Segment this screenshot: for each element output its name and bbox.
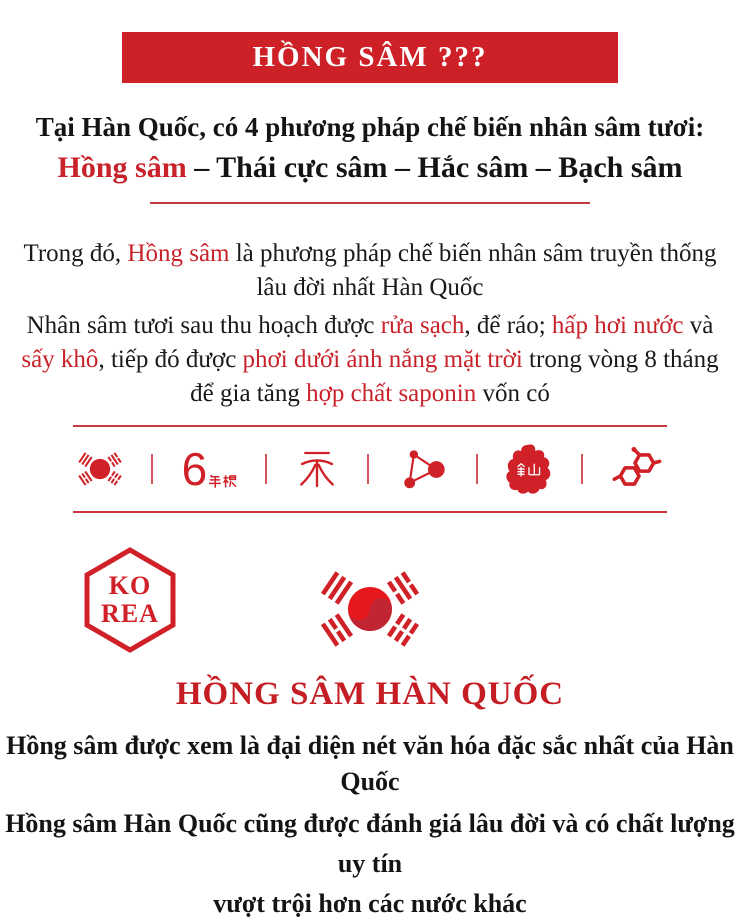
method-hong-sam: Hồng sâm: [57, 151, 187, 184]
band-separator: [476, 454, 478, 484]
year-root-cjk-icon: [209, 474, 236, 488]
red-divider: [150, 202, 590, 204]
footer-paragraph-2: [0, 804, 740, 924]
geumsan-map-icon: [506, 444, 552, 495]
saponin-molecule-icon: [611, 446, 663, 493]
six-year-number: 6: [181, 443, 208, 495]
korea-flag-icon: [77, 450, 123, 488]
paragraph-process-line1: Nhân sâm tươi sau thu hoạch được rửa sạch, để ráo; hấp hơi nước và: [26, 312, 714, 339]
paragraph-tradition-line2: lâu đời nhất Hàn Quốc: [256, 274, 484, 301]
paragraph-process-line3: để gia tăng hợp chất saponin vốn có: [190, 380, 550, 407]
method-others: – Thái cực sâm – Hắc sâm – Bạch sâm: [186, 151, 683, 184]
korea-hexagon-badge: [84, 547, 176, 653]
band-separator: [265, 454, 267, 484]
band-separator: [151, 454, 153, 484]
taegukgi-flag-icon: [318, 567, 422, 656]
korea-section: [0, 547, 740, 655]
title-banner: [122, 32, 618, 83]
paragraph-process-line2: sấy khô, tiếp đó được phơi dưới ánh nắng mặt trời trong vòng 8 tháng: [21, 346, 719, 373]
paragraph-tradition-line1: Trong đó, Hồng sâm là phương pháp chế biến nhân sâm truyền thống: [23, 240, 717, 267]
heaven-character-icon: [295, 449, 339, 490]
ginseng-network-icon: [398, 446, 448, 493]
intro-line-2: [0, 147, 740, 189]
section-heading: HỒNG SÂM HÀN QUỐC: [175, 676, 565, 712]
six-year-root-icon: [181, 443, 237, 495]
korea-badge-text: KO REA: [101, 571, 159, 628]
band-separator: [367, 454, 369, 484]
footer-paragraph-2-line1: Hồng sâm Hàn Quốc cũng được đánh giá lâu đời và có chất lượng uy tín: [5, 809, 735, 878]
paragraph-tradition: [0, 237, 740, 305]
paragraph-process: [0, 309, 740, 411]
banner-title: HỒNG SÂM ???: [252, 41, 488, 73]
footer-paragraph-2-line2: vượt trội hơn các nước khác: [213, 889, 527, 918]
icon-band: [73, 425, 667, 513]
intro-line-1: Tại Hàn Quốc, có 4 phương pháp chế biến nhân sâm tươi:: [35, 112, 705, 142]
band-separator: [581, 454, 583, 484]
footer-paragraph-1: Hồng sâm được xem là đại diện nét văn hóa đặc sắc nhất của Hàn Quốc: [6, 731, 734, 796]
